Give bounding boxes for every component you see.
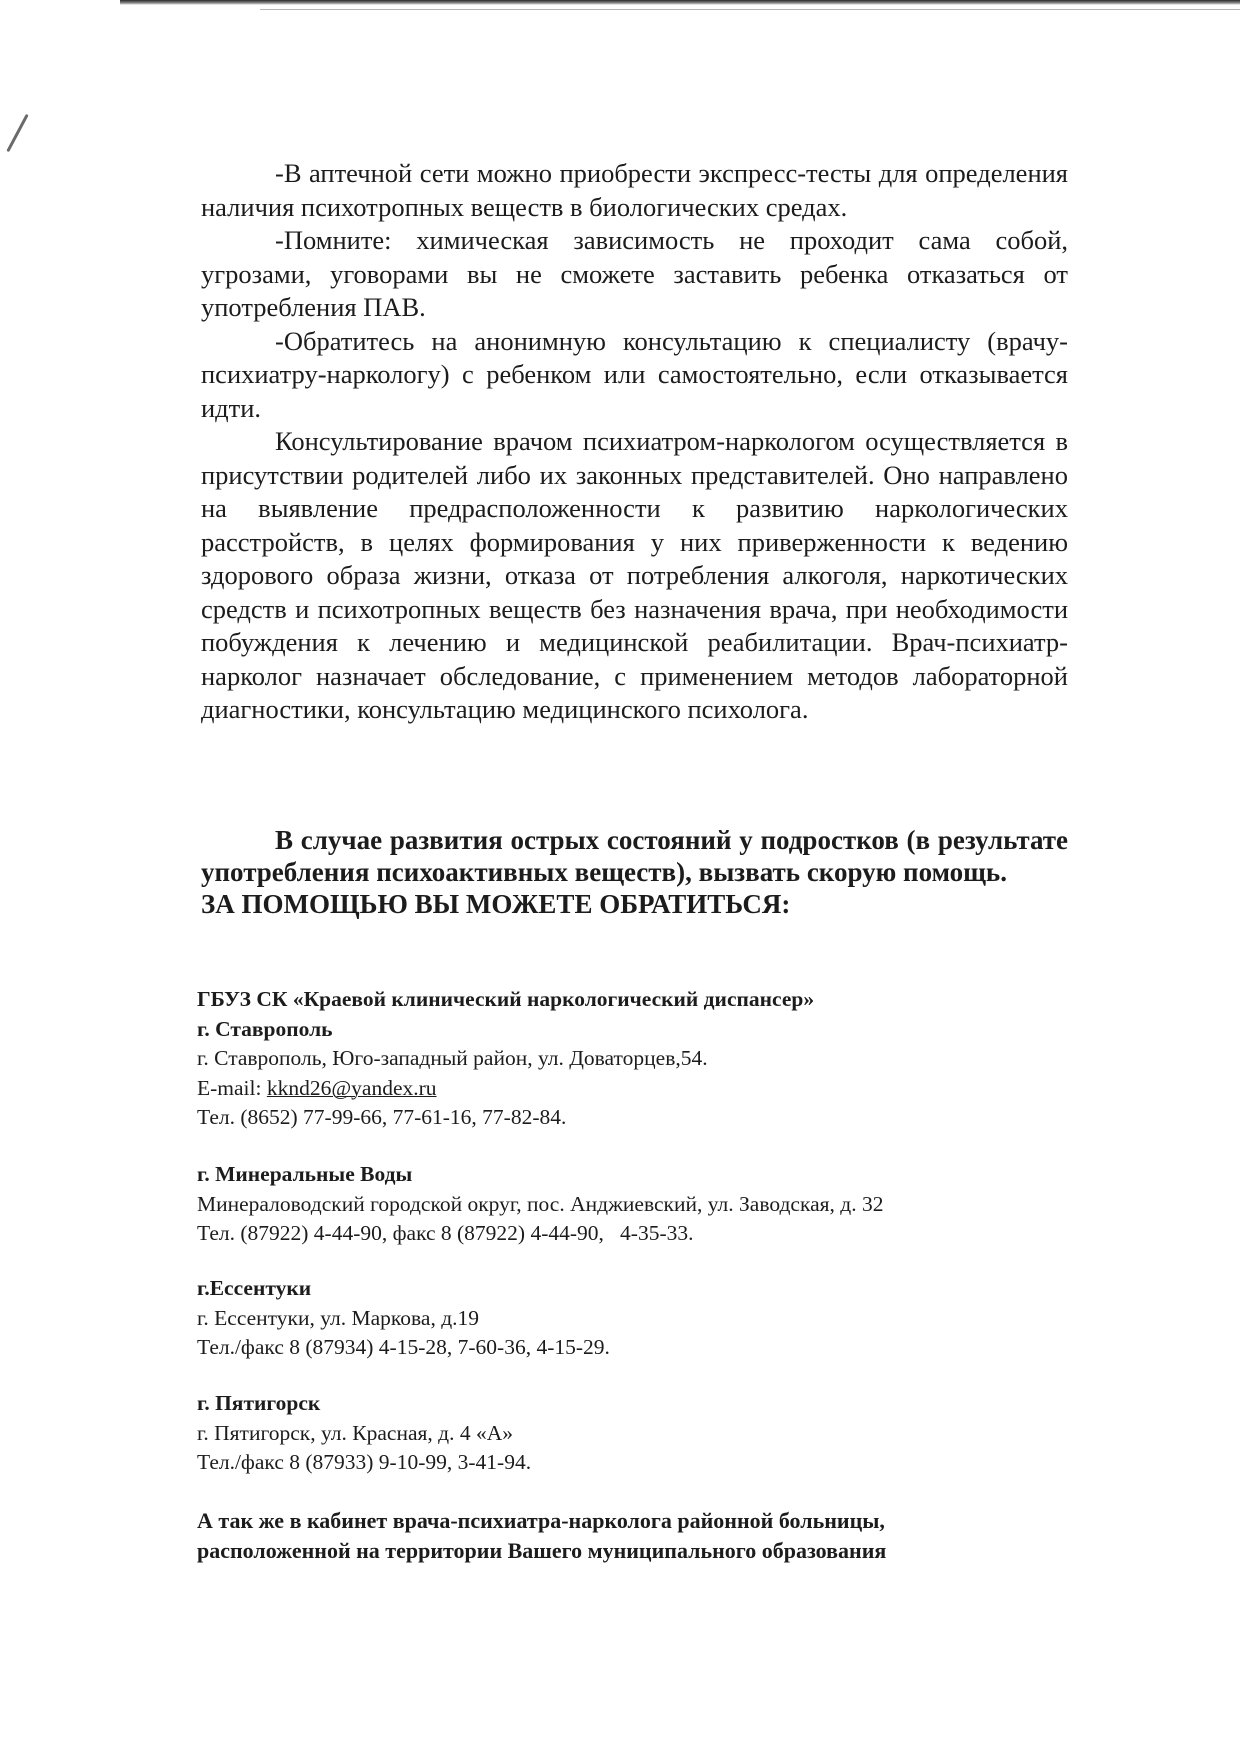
main-org-contact (197, 985, 1097, 1133)
branch-essentuki (197, 1274, 1097, 1363)
branch-phone: Тел. (87922) 4-44-90, факс 8 (87922) 4-44-90, 4-35-33. (197, 1221, 694, 1245)
final-note (197, 1506, 1097, 1565)
paragraph-express-tests: -В аптечной сети можно приобрести экспресс-тесты для определения наличия психотропных веществ в биологических средах. (201, 158, 1068, 222)
branch-address: Минераловодский городской округ, пос. Анджиевский, ул. Заводская, д. 32 (197, 1191, 884, 1216)
branch-city: г. Пятигорск (197, 1391, 321, 1415)
main-org-name: ГБУЗ СК «Краевой клинический наркологический диспансер» (197, 987, 815, 1011)
branch-pyatigorsk (197, 1389, 1097, 1478)
branch-mineralnye-vody (197, 1160, 1097, 1249)
main-org-email-line (197, 1074, 1097, 1104)
branch-address: г. Ессентуки, ул. Маркова, д.19 (197, 1305, 480, 1330)
emergency-section (201, 824, 1068, 920)
branch-address: г. Пятигорск, ул. Красная, д. 4 «А» (197, 1420, 513, 1445)
help-heading: ЗА ПОМОЩЬЮ ВЫ МОЖЕТЕ ОБРАТИТЬСЯ: (201, 889, 791, 919)
branch-city: г. Минеральные Воды (197, 1162, 413, 1186)
final-note-line-2: расположенной на территории Вашего муниципального образования (197, 1537, 887, 1563)
email-link[interactable]: kknd26@yandex.ru (266, 1075, 437, 1100)
branch-city: г.Ессентуки (197, 1276, 312, 1300)
main-org-city: г. Ставрополь (197, 1016, 333, 1041)
scan-top-line (260, 9, 1240, 10)
paragraph-remember: -Помните: химическая зависимость не проходит сама собой, угрозами, уговорами вы не сможете заставить ребенка отказаться от употребления ПАВ. (201, 225, 1068, 322)
main-org-address: г. Ставрополь, Юго-западный район, ул. Доваторцев,54. (197, 1046, 708, 1070)
paragraph-counseling: Консультирование врачом психиатром-наркологом осуществляется в присутствии родителей либо их законных представителей. Оно направлено на выявление предрасположенности к развитию наркологических расстройств, в целях формирования у них приверженности к ведению здорового образа жизни, отказа от потребления алкоголя, наркотических средств и психотропных веществ без назначения врача, при необходимости побуждения к лечению и медицинской реабилитации. Врач-психиатр-нарколог назначает обследование, с применением методов лабораторной диагностики, консультацию медицинского психолога. (201, 426, 1068, 724)
branch-phone: Тел./факс 8 (87934) 4-15-28, 7-60-36, 4-15-29. (197, 1335, 610, 1359)
branch-phone: Тел./факс 8 (87933) 9-10-99, 3-41-94. (197, 1450, 532, 1474)
paragraph-consultation: -Обратитесь на анонимную консультацию к специалисту (врачу-психиатру-наркологу) с ребенком или самостоятельно, если отказывается идти. (201, 325, 1068, 423)
final-note-line-1: А так же в кабинет врача-психиатра-нарколога районной больницы, (197, 1508, 885, 1533)
main-org-phone: Тел. (8652) 77-99-66, 77-61-16, 77-82-84. (197, 1105, 567, 1129)
advice-section (201, 157, 1068, 727)
scan-top-edge (120, 0, 1240, 5)
email-label: E-mail: (197, 1075, 267, 1100)
pen-mark (6, 114, 28, 152)
emergency-text: В случае развития острых состояний у подростков (в результате употребления психоактивных веществ), вызвать скорую помощь. (201, 825, 1068, 887)
